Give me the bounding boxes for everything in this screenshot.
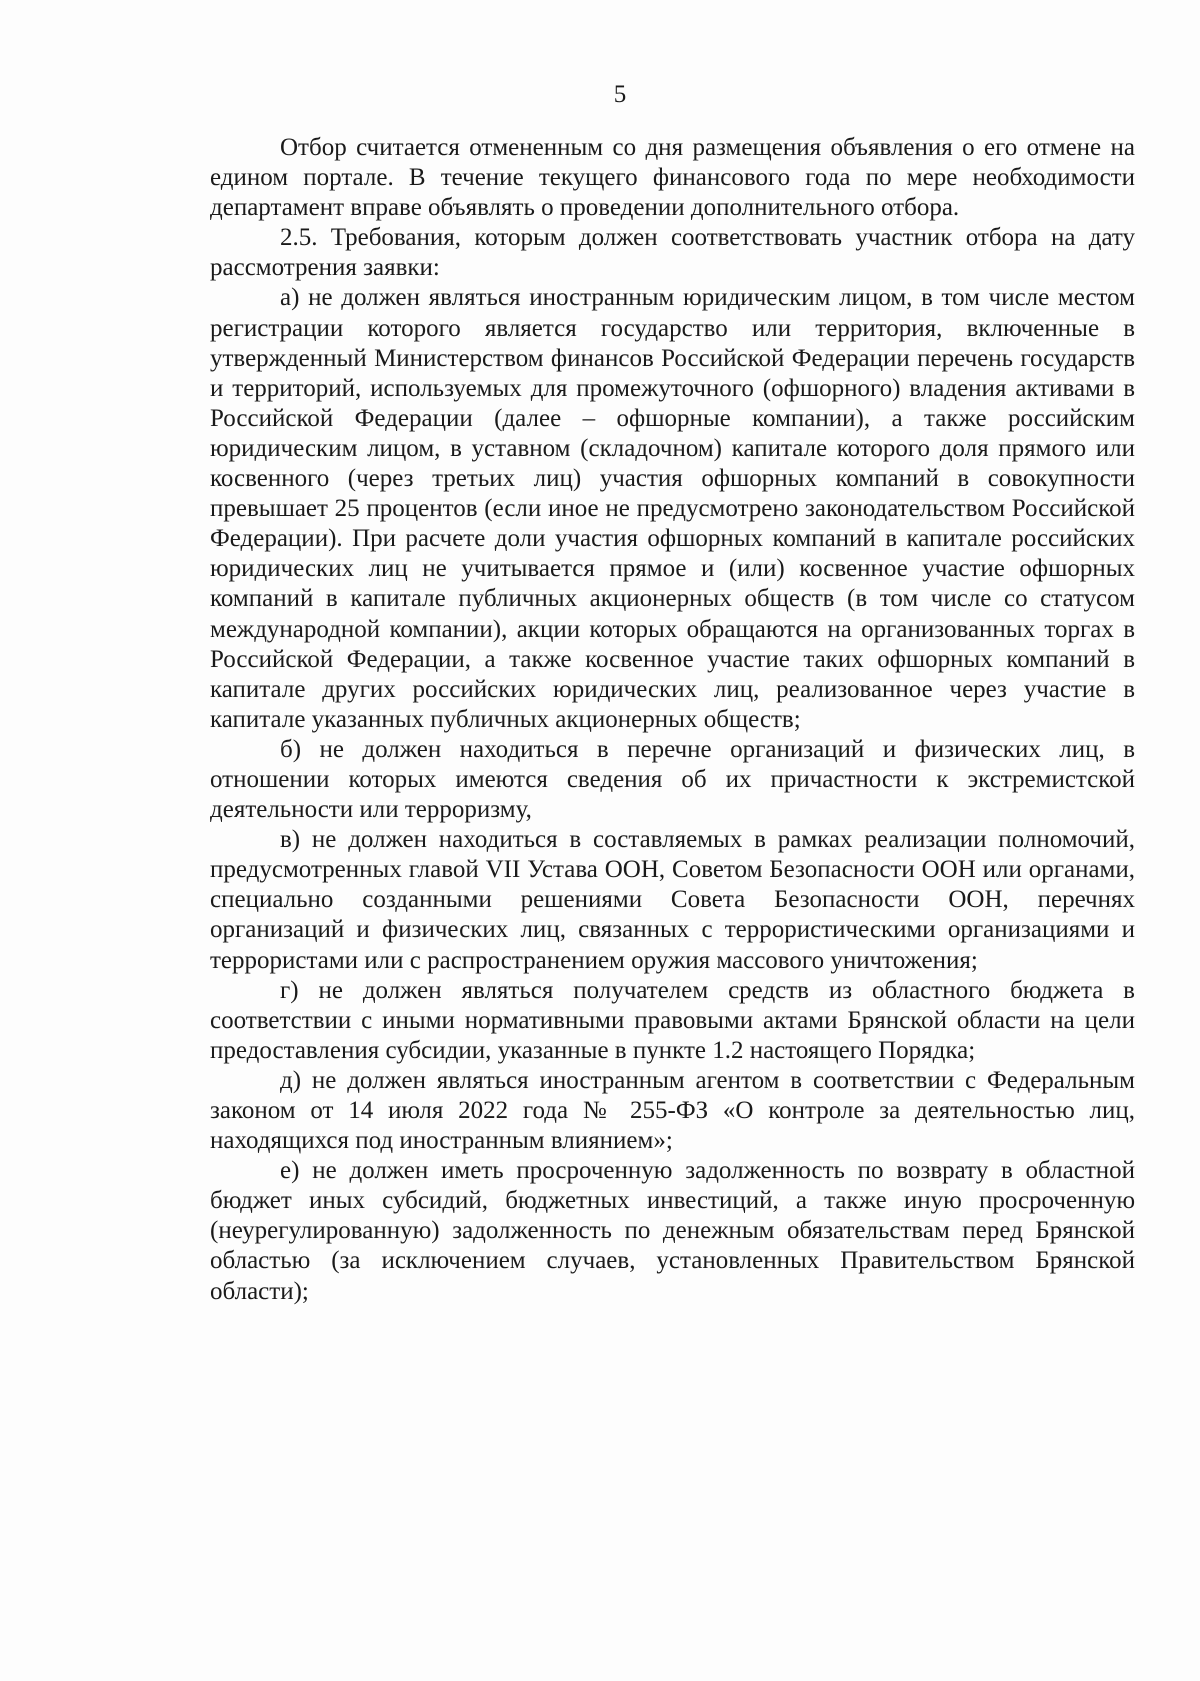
paragraph-item-d: д) не должен являться иностранным агентом в соответствии с Федеральным законом от 14 июля 2022 года № 255-ФЗ «О контроле за деятельностью лиц, находящихся под иностранным влиянием»; — [210, 1066, 1135, 1155]
document-body — [210, 133, 1135, 1307]
paragraph-item-b: б) не должен находиться в перечне организаций и физических лиц, в отношении которых имеются сведения об их причастности к экстремистской деятельности или терроризму, — [210, 735, 1135, 824]
page-number: 5 — [613, 81, 627, 108]
paragraph-item-e: е) не должен иметь просроченную задолженность по возврату в областной бюджет иных субсидий, бюджетных инвестиций, а также иную просроченную (неурегулированную) задолженность по денежным обязательствам перед Брянской областью (за исключением случаев, установленных Правительством Брянской области); — [210, 1157, 1135, 1305]
paragraph-2-5-requirements: 2.5. Требования, которым должен соответствовать участник отбора на дату рассмотрения заявки: — [210, 224, 1135, 282]
paragraph-item-a: а) не должен являться иностранным юридическим лицом, в том числе местом регистрации которого является государство или территория, включенные в утвержденный Министерством финансов Российской Федерации перечень государств и территорий, используемых для промежуточного (офшорного) владения активами в Российской Федерации (далее – офшорные компании), а также российским юридическим лицом, в уставном (складочном) капитале которого доля прямого или косвенного (через третьих лиц) участия офшорных компаний в совокупности превышает 25 процентов (если иное не предусмотрено законодательством Российской Федерации). При расчете доли участия офшорных компаний в капитале российских юридических лиц не учитывается прямое и (или) косвенное участие офшорных компаний в капитале публичных акционерных обществ (в том числе со статусом международной компании), акции которых обращаются на организованных торгах в Российской Федерации, а также косвенное участие таких офшорных компаний в капитале других российских юридических лиц, реализованное через участие в капитале указанных публичных акционерных обществ; — [210, 284, 1135, 733]
paragraph-item-v: в) не должен находиться в составляемых в рамках реализации полномочий, предусмотренных главой VII Устава ООН, Советом Безопасности ООН или органами, специально созданными решениями Совета Безопасности ООН, перечнях организаций и физических лиц, связанных с террористическими организациями и террористами или с распространением оружия массового уничтожения; — [210, 826, 1135, 974]
paragraph-selection-cancel: Отбор считается отмененным со дня размещения объявления о его отмене на едином портале. В течение текущего финансового года по мере необходимости департамент вправе объявлять о проведении дополнительного отбора. — [210, 134, 1135, 222]
paragraph-item-g: г) не должен являться получателем средств из областного бюджета в соответствии с иными нормативными правовыми актами Брянской области на цели предоставления субсидии, указанные в пункте 1.2 настоящего Порядка; — [210, 976, 1135, 1064]
